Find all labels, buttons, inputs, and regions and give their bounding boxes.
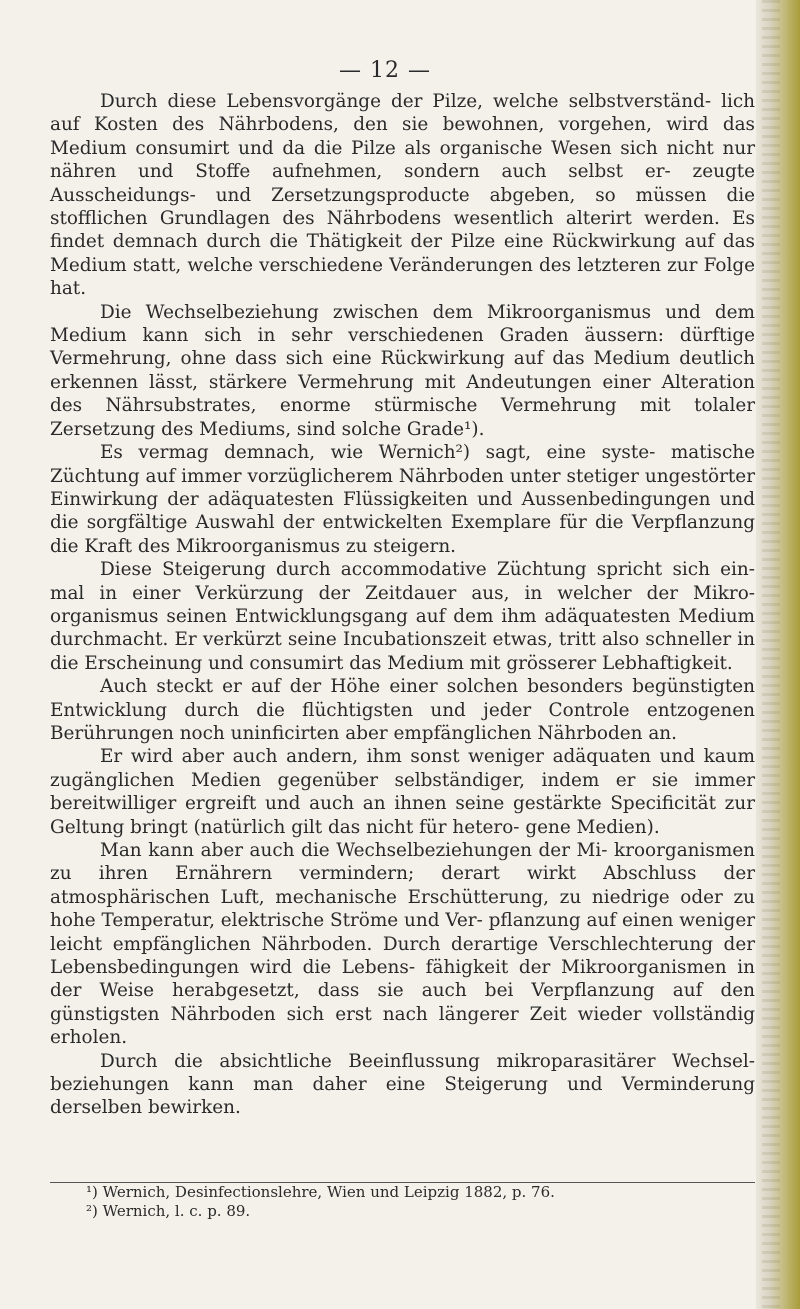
text-body xyxy=(50,90,755,1120)
paragraph-5: Auch steckt er auf der Höhe einer solchen besonders begünstigten Entwicklung durch die flüchtigsten und jeder Controle entzogenen Berührungen noch uninficirten aber empfänglichen Nährboden an. xyxy=(50,676,755,744)
page-edge-shadow xyxy=(756,0,800,1309)
paragraph-8: Durch die absichtliche Beeinflussung mikroparasitärer Wechsel- beziehungen kann man daher eine Steigerung und Verminderung derselben bewirken. xyxy=(50,1050,755,1119)
footnotes xyxy=(50,1182,755,1221)
paragraph-7: Man kann aber auch die Wechselbeziehungen der Mi- kroorganismen zu ihren Ernährern vermindern; derart wirkt Abschluss der atmosphärischen Luft, mechanische Erschütterung, zu niedrige oder zu hohe Temperatur, elektrische Ströme und Ver- pflanzung auf einen weniger leicht empfänglichen Nährboden. Durch derartige Verschlechterung der Lebensbedingungen wird die Lebens- fähigkeit der Mikroorganismen in der Weise herabgesetzt, dass sie auch bei Verpflanzung auf den günstigsten Nährboden sich erst nach längerer Zeit wieder vollständig erholen. xyxy=(50,840,755,1049)
paragraph-3: Es vermag demnach, wie Wernich²) sagt, eine syste- matische Züchtung auf immer vorzüglicherem Nährboden unter stetiger ungestörter Einwirkung der adäquatesten Flüssigkeiten und Aussenbedingungen und die sorgfältige Auswahl der entwickelten Exemplare für die Verpflanzung die Kraft des Mikroorganismus zu steigern. xyxy=(50,442,755,557)
paragraph-2: Die Wechselbeziehung zwischen dem Mikroorganismus und dem Medium kann sich in sehr verschiedenen Graden äussern: dürftige Vermehrung, ohne dass sich eine Rückwirkung auf das Medium deutlich erkennen lässt, stärkere Vermehrung mit Andeutungen einer Alteration des Nährsubstrates, enorme stürmische Vermehrung mit tolaler Zersetzung des Mediums, sind solche Grade¹). xyxy=(50,301,755,440)
footnote-2: ²) Wernich, l. c. p. 89. xyxy=(86,1202,251,1220)
page-number: — 12 — xyxy=(339,58,431,83)
paragraph-4: Diese Steigerung durch accommodative Züchtung spricht sich ein- mal in einer Verkürzung der Zeitdauer aus, in welcher der Mikro- organismus seinen Entwicklungsgang auf dem ihm adäquatesten Medium durchmacht. Er verkürzt seine Incubationszeit etwas, tritt also schneller in die Erscheinung und consumirt das Medium mit grösserer Lebhaftigkeit. xyxy=(50,559,755,674)
footnote-1: ¹) Wernich, Desinfectionslehre, Wien und Leipzig 1882, p. 76. xyxy=(86,1183,555,1201)
paragraph-1: Durch diese Lebensvorgänge der Pilze, welche selbstverständ- lich auf Kosten des Nährbodens, den sie bewohnen, vorgehen, wird das Medium consumirt und da die Pilze als organische Wesen sich nicht nur nähren und Stoffe aufnehmen, sondern auch selbst er- zeugte Ausscheidungs- und Zersetzungsproducte abgeben, so müssen die stofflichen Grundlagen des Nährbodens wesentlich alterirt werden. Es findet demnach durch die Thätigkeit der Pilze eine Rückwirkung auf das Medium statt, welche verschiedene Veränderungen des letzteren zur Folge hat. xyxy=(50,91,755,300)
paragraph-6: Er wird aber auch andern, ihm sonst weniger adäquaten und kaum zugänglichen Medien gegenüber selbständiger, indem er sie immer bereitwilliger ergreift und auch an ihnen seine gestärkte Specificität zur Geltung bringt (natürlich gilt das nicht für hetero- gene Medien). xyxy=(50,746,755,838)
